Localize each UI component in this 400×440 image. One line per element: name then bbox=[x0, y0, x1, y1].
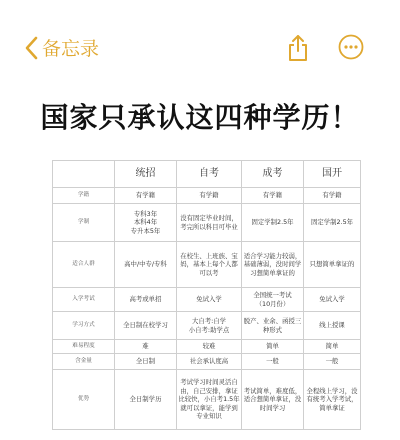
chevron-left-icon bbox=[24, 36, 38, 60]
table-cell: 考试学习时间灵活自由，自己安排，拿证比较快，小自考1.5年就可以拿证，能学到专业知识 bbox=[177, 370, 242, 430]
header-cell: 成考 bbox=[242, 161, 304, 188]
row-label: 学习方式 bbox=[53, 312, 115, 340]
table-row bbox=[53, 188, 361, 204]
table-cell: 只想简单拿证的 bbox=[304, 242, 361, 288]
back-button[interactable] bbox=[24, 34, 99, 61]
header-cell: 统招 bbox=[115, 161, 177, 188]
table-cell: 难 bbox=[115, 340, 177, 354]
table-cell: 全日制学历 bbox=[115, 370, 177, 430]
table-cell: 简单 bbox=[242, 340, 304, 354]
nav-bar bbox=[0, 0, 400, 96]
table-cell: 大自考:自学 小自考:助学点 bbox=[177, 312, 242, 340]
table-row bbox=[53, 204, 361, 242]
table-cell: 脱产、业余、函授三种形式 bbox=[242, 312, 304, 340]
table-cell: 有学籍 bbox=[304, 188, 361, 204]
table-cell: 有学籍 bbox=[177, 188, 242, 204]
row-label: 入学考试 bbox=[53, 288, 115, 312]
back-label: 备忘录 bbox=[42, 38, 100, 60]
table-cell: 全程线上学习，没有统考入学考试，简单拿证 bbox=[304, 370, 361, 430]
table-cell: 全日制在校学习 bbox=[115, 312, 177, 340]
table-cell: 有学籍 bbox=[115, 188, 177, 204]
table-row bbox=[53, 312, 361, 340]
header-cell: 自考 bbox=[177, 161, 242, 188]
table-cell: 全日制 bbox=[115, 354, 177, 370]
comparison-table bbox=[52, 160, 360, 430]
table-cell: 高考或单招 bbox=[115, 288, 177, 312]
table-header-row bbox=[53, 161, 361, 188]
row-label: 优势 bbox=[53, 370, 115, 430]
table-cell: 免试入学 bbox=[304, 288, 361, 312]
table-cell: 高中/中专/专科 bbox=[115, 242, 177, 288]
table-cell: 考试简单，难度低，适合想简单拿证，没时间学习 bbox=[242, 370, 304, 430]
table-cell: 简单 bbox=[304, 340, 361, 354]
more-options-icon[interactable] bbox=[338, 34, 364, 60]
table-cell: 固定学制2.5年 bbox=[304, 204, 361, 242]
table-row bbox=[53, 288, 361, 312]
table-row bbox=[53, 340, 361, 354]
table-cell: 免试入学 bbox=[177, 288, 242, 312]
table-cell: 线上授课 bbox=[304, 312, 361, 340]
row-label: 学制 bbox=[53, 204, 115, 242]
table-row bbox=[53, 242, 361, 288]
table-cell: 较难 bbox=[177, 340, 242, 354]
table-row bbox=[53, 354, 361, 370]
table-cell: 一般 bbox=[304, 354, 361, 370]
table-cell: 适合学习能力较弱，基础薄弱，没时间学习想简单拿证的 bbox=[242, 242, 304, 288]
row-label: 含金量 bbox=[53, 354, 115, 370]
row-label: 学籍 bbox=[53, 188, 115, 204]
row-label: 适合人群 bbox=[53, 242, 115, 288]
header-cell: 国开 bbox=[304, 161, 361, 188]
note-title: 国家只承认这四种学历！ bbox=[40, 101, 360, 134]
table-cell: 专科3年 本科4年 专升本5年 bbox=[115, 204, 177, 242]
share-icon[interactable] bbox=[286, 34, 310, 62]
table-cell: 固定学制2.5年 bbox=[242, 204, 304, 242]
header-cell bbox=[53, 161, 115, 188]
table-cell: 没有固定毕业时间， 考完所以科目可毕业 bbox=[177, 204, 242, 242]
row-label: 难易程度 bbox=[53, 340, 115, 354]
table-cell: 一般 bbox=[242, 354, 304, 370]
table-cell: 有学籍 bbox=[242, 188, 304, 204]
table-cell: 全国统一考试 （10月份） bbox=[242, 288, 304, 312]
table-row bbox=[53, 370, 361, 430]
table-cell: 在校生、上班族、宝妈，基本上每个人都可以考 bbox=[177, 242, 242, 288]
table-cell: 社会承认度高 bbox=[177, 354, 242, 370]
